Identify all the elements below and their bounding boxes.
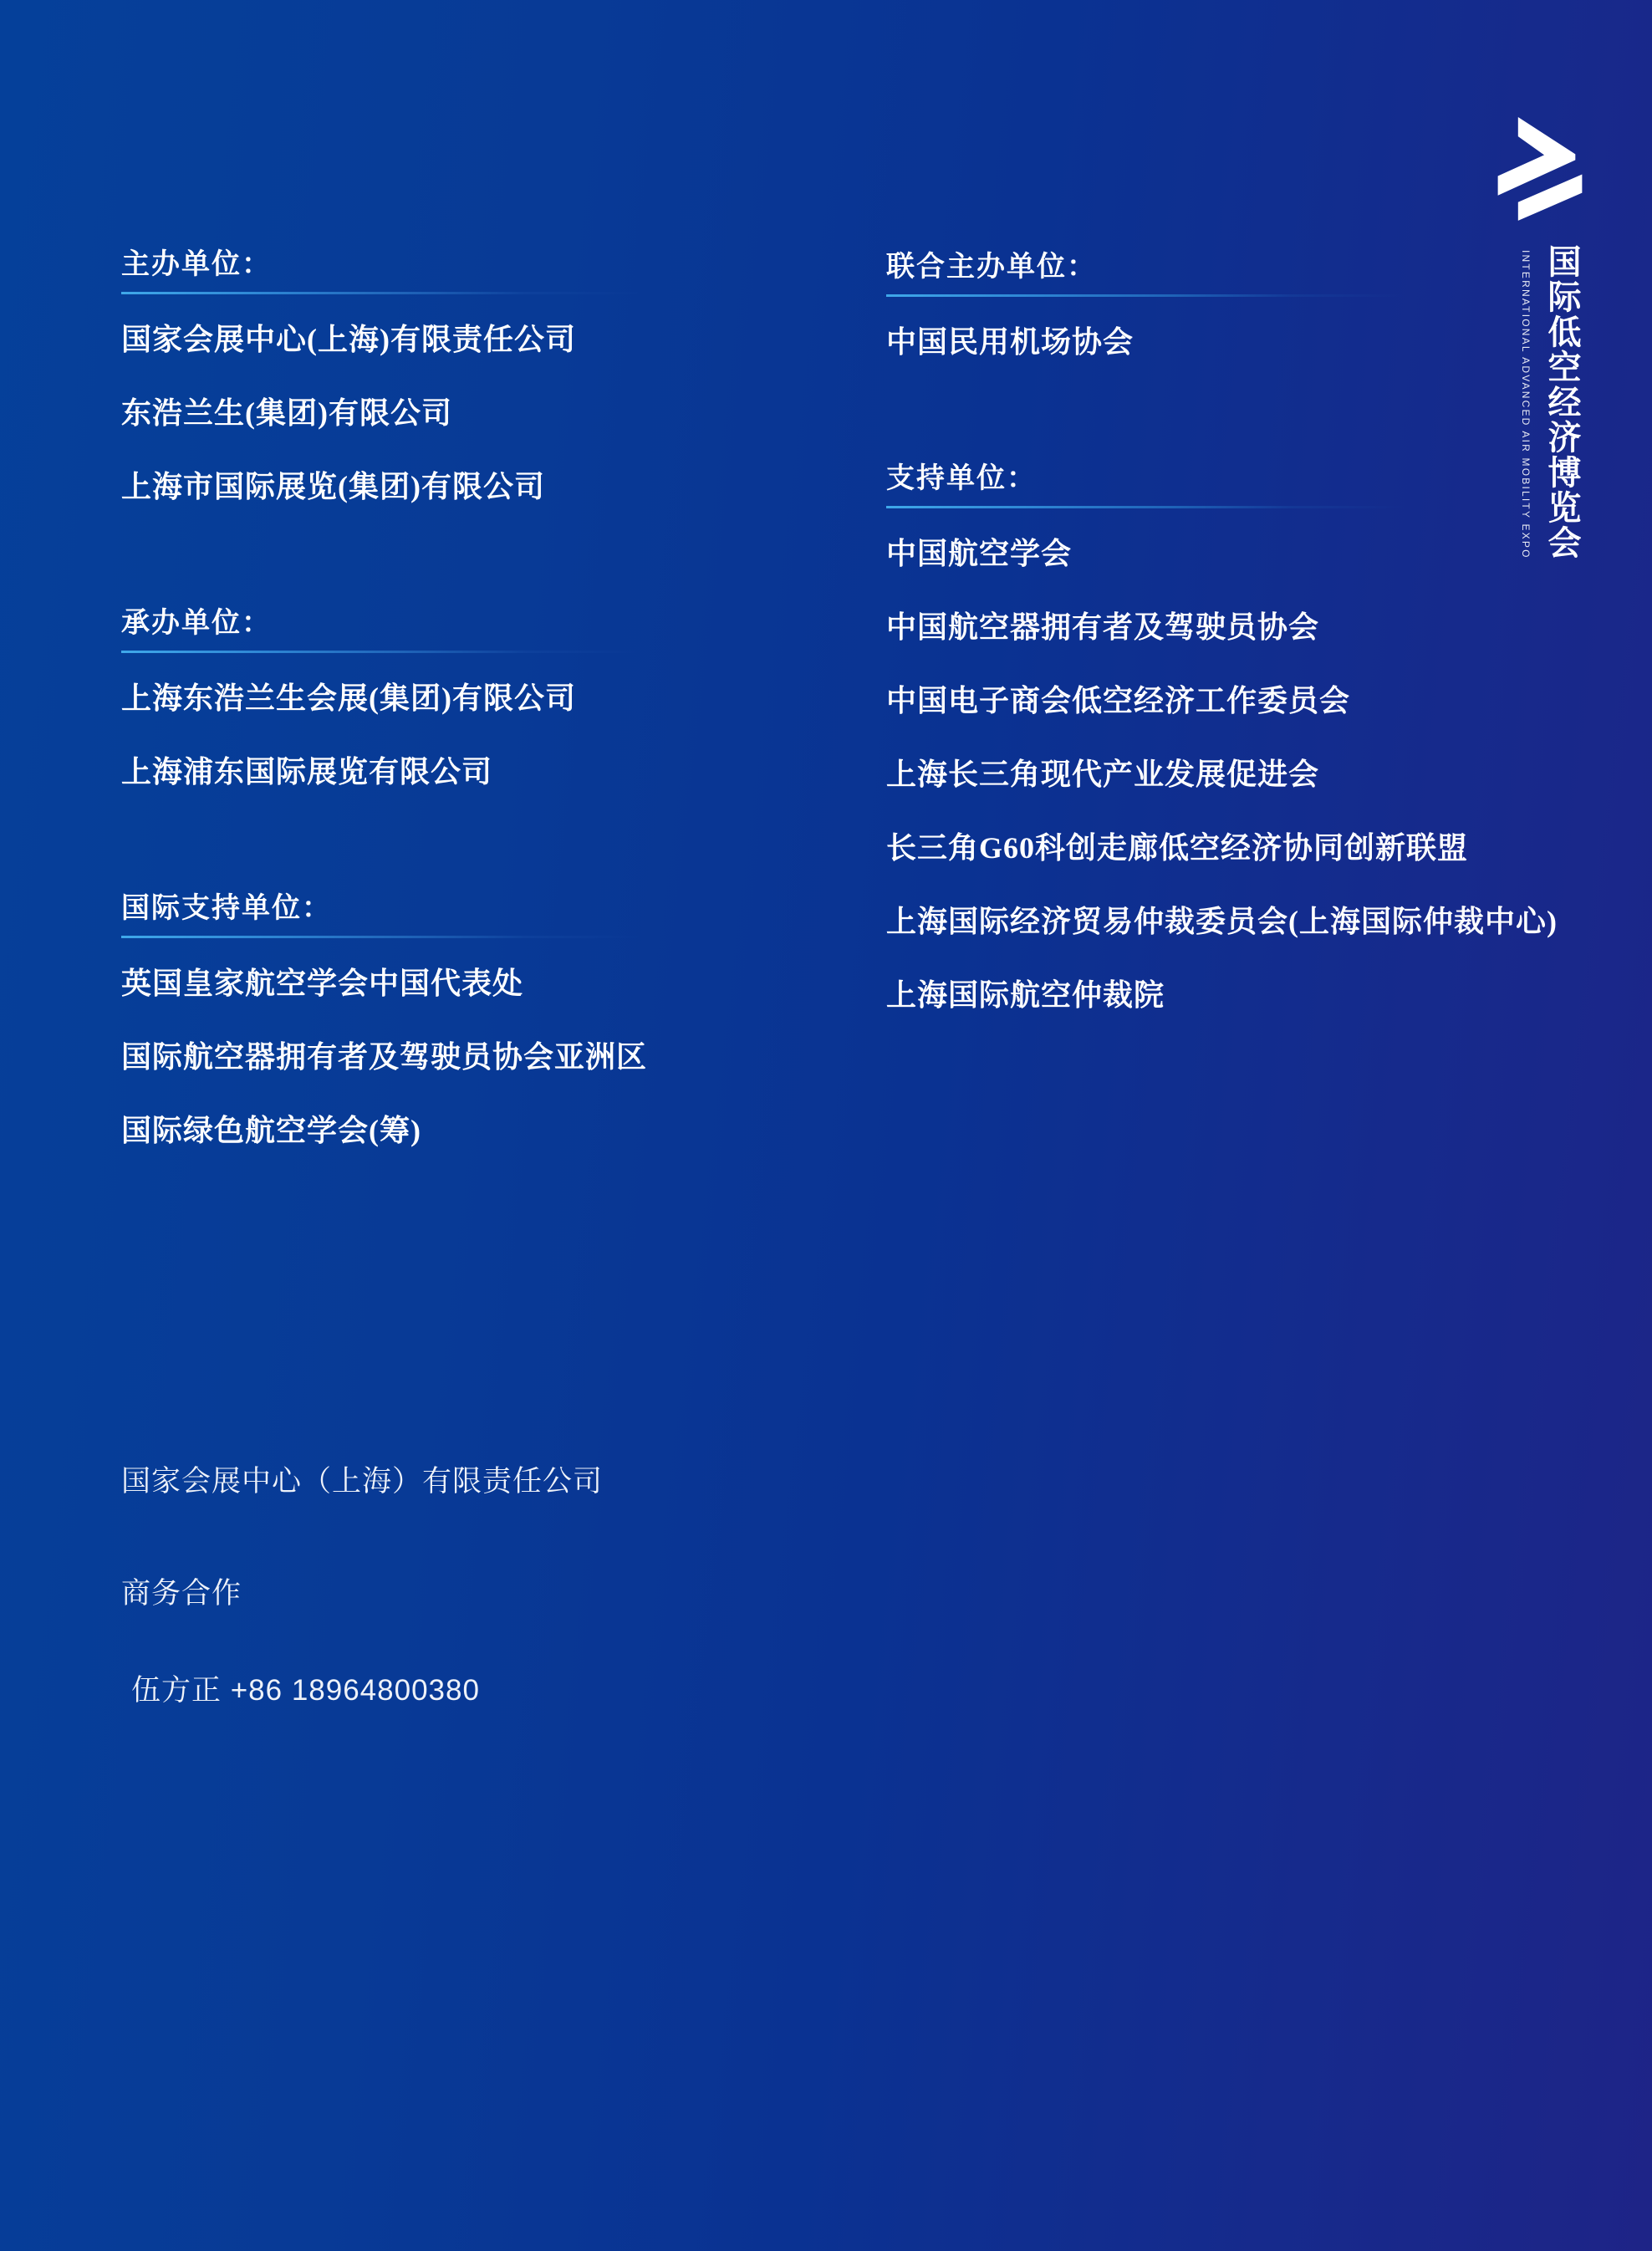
- org-item: 国家会展中心(上海)有限责任公司: [121, 323, 576, 356]
- column-right: [886, 251, 1558, 1115]
- org-item: 中国民用机场协会: [886, 325, 1134, 359]
- org-item: 国际绿色航空学会(筹): [121, 1114, 421, 1147]
- org-item: 上海浦东国际展览有限公司: [121, 755, 493, 789]
- org-item: 长三角G60科创走廊低空经济协同创新联盟: [886, 831, 1469, 865]
- brand-title-en: INTERNATIONAL ADVANCED AIR MOBILITY EXPO: [1520, 250, 1532, 559]
- heading-underline: [121, 651, 640, 653]
- heading-underline: [886, 506, 1405, 508]
- heading-underline: [886, 294, 1405, 297]
- org-section: [886, 251, 1558, 379]
- org-item: 上海市国际展览(集团)有限公司: [121, 470, 545, 503]
- section-heading: 承办单位：: [121, 608, 272, 639]
- column-left: [121, 248, 647, 1251]
- heading-underline: [121, 936, 640, 938]
- org-item: 上海东浩兰生会展(集团)有限公司: [121, 681, 576, 715]
- footer-contact-block: [121, 1465, 603, 1707]
- org-item: 中国电子商会低空经济工作委员会: [886, 684, 1351, 717]
- brand-title-cn: 国际低空经济博览会: [1543, 244, 1581, 560]
- section-heading: 联合主办单位：: [886, 252, 1097, 283]
- section-items: [886, 305, 1558, 379]
- expo-logo-icon: [1493, 115, 1587, 229]
- org-item: 东浩兰生(集团)有限公司: [121, 396, 452, 430]
- org-item: 国际航空器拥有者及驾驶员协会亚洲区: [121, 1040, 648, 1074]
- section-heading: 国际支持单位：: [121, 893, 332, 924]
- org-item: 上海长三角现代产业发展促进会: [886, 758, 1320, 791]
- org-section: [121, 607, 647, 809]
- org-section: [886, 462, 1558, 1032]
- org-item: 中国航空学会: [886, 537, 1073, 570]
- heading-underline: [121, 292, 640, 294]
- footer-company: 国家会展中心（上海）有限责任公司: [121, 1465, 604, 1498]
- org-item: 上海国际航空仲裁院: [886, 978, 1165, 1012]
- section-items: [121, 661, 647, 809]
- footer-business-label: 商务合作: [121, 1577, 242, 1610]
- org-item: 上海国际经济贸易仲裁委员会(上海国际仲裁中心): [886, 905, 1558, 938]
- section-items: [121, 303, 647, 523]
- footer-contact-person: 伍方正 +86 18964800380: [131, 1674, 480, 1707]
- org-section: [121, 892, 647, 1167]
- section-items: [886, 517, 1558, 1032]
- org-item: 英国皇家航空学会中国代表处: [121, 967, 524, 1000]
- section-heading: 主办单位：: [121, 249, 272, 280]
- section-heading: 支持单位：: [886, 463, 1037, 494]
- section-items: [121, 947, 647, 1167]
- org-item: 中国航空器拥有者及驾驶员协会: [886, 610, 1320, 644]
- org-section: [121, 248, 647, 523]
